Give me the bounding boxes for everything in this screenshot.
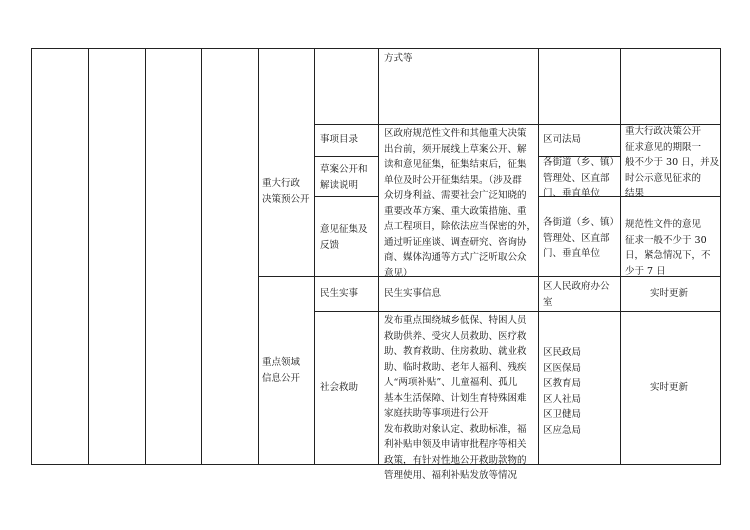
department-cell: 区民政局 区医保局 区教育局 区人社局 区卫健局 区应急局 (543, 347, 582, 436)
time-limit-cell: 重大行政决策公开 征求意见的期限一 般不少于 30 日，并及 时公示意见征求的 结果 (625, 126, 720, 199)
table-border-bottom (31, 464, 720, 465)
time-limit-cell: 实时更新 (650, 382, 689, 393)
department-cell: 各街道（乡、镇） 管理处、区直部 门、垂直单位 (543, 157, 620, 199)
department-cell: 区司法局 (543, 134, 582, 145)
column-divider (314, 48, 315, 465)
table-border-top (31, 48, 720, 49)
content-cell: 民生实事信息 (384, 288, 442, 299)
content-cell: 区政府规范性文件和其他重大决策 出台前，须开展线上草案公开、解 读和意见征集，征集结束后，征集 单位及时公开征集结果。（涉及群 众切身利益、需要社会广泛知晓的 重要改革方案、重大政策措施、重 点工程项目，除依法应当保密的外， 通过听证座谈、调查研究、咨询协 商、媒体沟通等方式广泛听取公众 意见） (384, 128, 537, 279)
row-divider (314, 156, 378, 157)
department-cell: 各街道（乡、镇） 管理处、区直部 门、垂直单位 (543, 217, 620, 259)
item-name-cell: 民生实事 (320, 288, 359, 299)
column-divider (201, 48, 202, 465)
item-name-cell: 意见征集及 反馈 (320, 224, 368, 251)
row-divider (314, 196, 378, 197)
item-name-cell: 事项目录 (320, 134, 359, 145)
content-cell: 发布重点围绕城乡低保、特困人员 救助供养、受灾人员救助、医疗救 助、教育救助、住房救助、就业救 助、临时救助、老年人福利、残疾 人“两项补贴”、儿童福利、孤儿 基本生活保障、计划生育特殊困难 家庭扶助等事项进行公开 发布救助对象认定、救助标准，福 利补贴申领及申请审批程序等相关 政策，有针对性地公开救助款物的 管理使用、福利补贴发放等情况 (384, 315, 527, 481)
column-divider (620, 48, 621, 465)
time-limit-cell: 规范性文件的意见 征求一般不少于 30 日，紧急情况下，不 少于 7 日 (625, 219, 711, 277)
column-divider (378, 48, 379, 465)
time-limit-cell: 实时更新 (650, 288, 689, 299)
column-divider (88, 48, 89, 465)
column-divider (258, 48, 259, 465)
item-name-cell: 草案公开和 解读说明 (320, 164, 368, 191)
category-cell: 重大行政 决策预公开 (262, 178, 310, 205)
category-cell: 重点领域 信息公开 (262, 357, 301, 384)
department-cell: 区人民政府办公 室 (543, 281, 610, 308)
content-cell: 方式等 (384, 53, 413, 64)
column-divider (145, 48, 146, 465)
table-border-left (31, 48, 32, 465)
item-name-cell: 社会救助 (320, 382, 359, 393)
row-divider (314, 311, 720, 312)
